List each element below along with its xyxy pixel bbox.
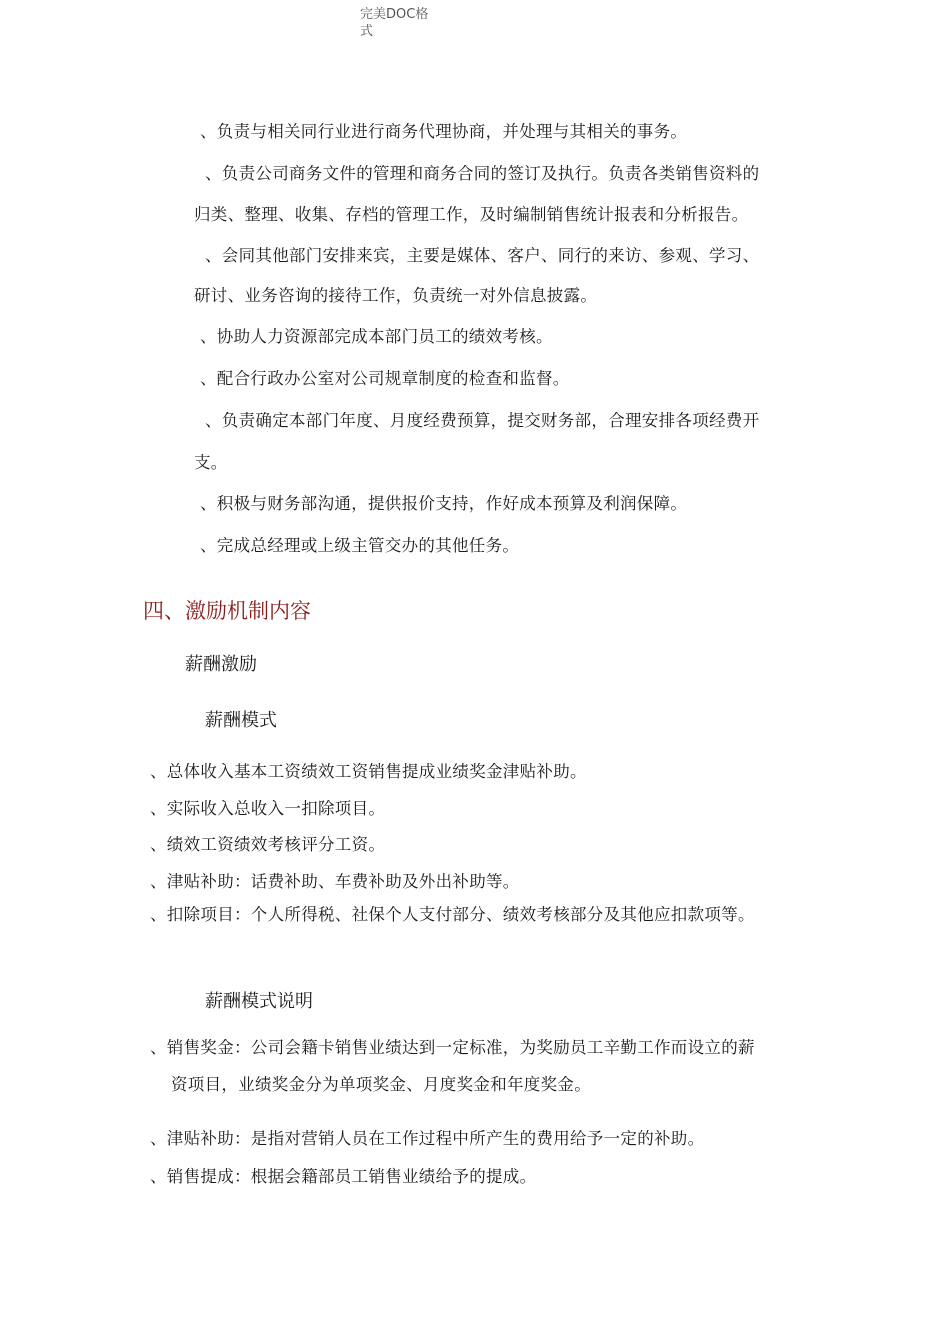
section-heading: 四、激励机制内容: [143, 599, 311, 623]
subheading-salary-incentive: 薪酬激励: [185, 654, 257, 675]
explain-item: 、销售提成：根据会籍部员工销售业绩给予的提成。: [150, 1167, 537, 1186]
duty-line: 、会同其他部门安排来宾，主要是媒体、客户、同行的来访、参观、学习、: [205, 246, 760, 265]
subheading-salary-model: 薪酬模式: [205, 710, 277, 731]
explain-item: 资项目，业绩奖金分为单项奖金、月度奖金和年度奖金。: [171, 1075, 591, 1094]
duty-line: 、配合行政办公室对公司规章制度的检查和监督。: [200, 369, 570, 388]
model-item: 、绩效工资绩效考核评分工资。: [150, 835, 386, 854]
explain-item: 、销售奖金：公司会籍卡销售业绩达到一定标准，为奖励员工辛勤工作而设立的薪: [150, 1038, 755, 1057]
subheading-model-explanation: 薪酬模式说明: [205, 991, 313, 1012]
duty-line: 、负责公司商务文件的管理和商务合同的签订及执行。负责各类销售资料的: [205, 164, 760, 183]
duty-line: 、负责与相关同行业进行商务代理协商，并处理与其相关的事务。: [200, 122, 688, 141]
duty-line: 、负责确定本部门年度、月度经费预算，提交财务部，合理安排各项经费开: [205, 411, 760, 430]
duty-line: 支。: [194, 453, 228, 472]
duty-line: 、积极与财务部沟通，提供报价支持，作好成本预算及利润保障。: [200, 494, 688, 513]
duty-line: 、完成总经理或上级主管交办的其他任务。: [200, 536, 520, 555]
explain-item: 、津贴补助：是指对营销人员在工作过程中所产生的费用给予一定的补助。: [150, 1129, 705, 1148]
model-item: 、津贴补助：话费补助、车费补助及外出补助等。: [150, 872, 520, 891]
duty-line: 、协助人力资源部完成本部门员工的绩效考核。: [200, 327, 553, 346]
model-item: 、扣除项目：个人所得税、社保个人支付部分、绩效考核部分及其他应扣款项等。: [150, 905, 755, 924]
duty-line: 归类、整理、收集、存档的管理工作，及时编制销售统计报表和分析报告。: [194, 205, 749, 224]
page-header: [360, 6, 450, 40]
header-line-2: 式: [360, 24, 374, 39]
header-line-1: 完美DOC格: [360, 7, 429, 22]
model-item: 、实际收入总收入一扣除项目。: [150, 799, 386, 818]
duty-line: 研讨、业务咨询的接待工作，负责统一对外信息披露。: [194, 286, 598, 305]
model-item: 、总体收入基本工资绩效工资销售提成业绩奖金津贴补助。: [150, 762, 587, 781]
